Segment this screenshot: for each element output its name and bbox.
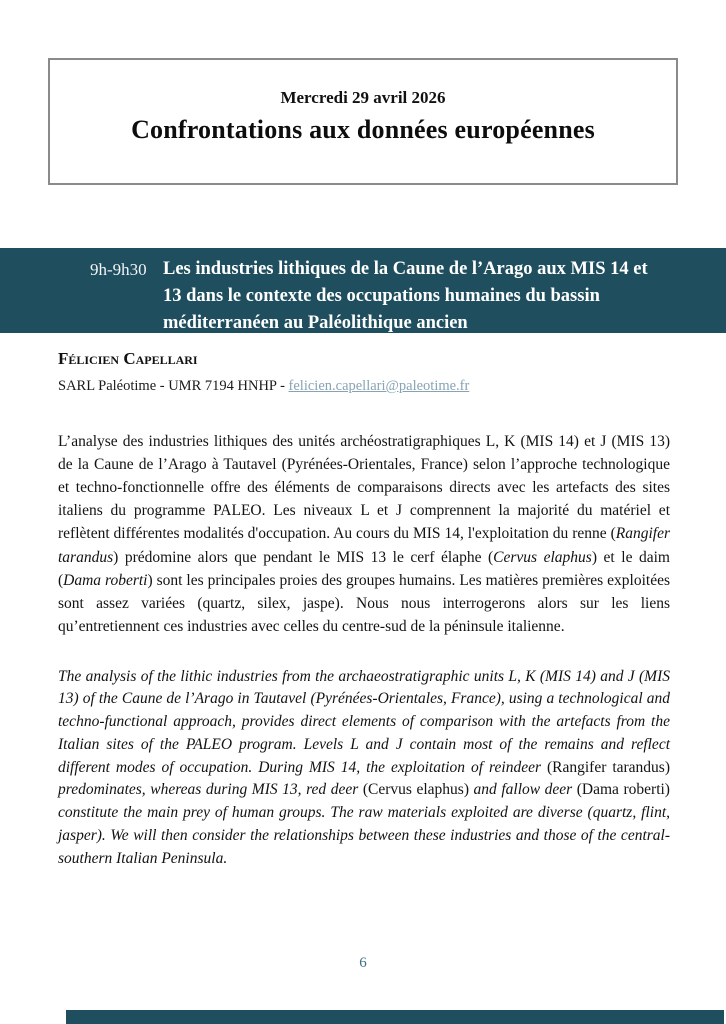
speaker-email-link[interactable]: felicien.capellari@paleotime.fr: [288, 378, 470, 394]
speaker-name: Félicien Capellari: [58, 349, 198, 368]
session-banner: [0, 248, 726, 333]
abstract-french: L’analyse des industries lithiques des unités archéostratigraphiques L, K (MIS 14) et J (MIS 13) de la Caune de l’Arago à Tautavel (Pyrénées-Orientales, France) selon l’approche technologique et techno-fonctionnelle offre des éléments de comparaisons directs avec les artefacts des sites italiens du programme PALEO. Les niveaux L et J comprennent la majorité du matériel et reflètent différentes modalités d'occupation. Au cours du MIS 14, l'exploitation du renne (Rangifer tarandus) prédomine alors que pendant le MIS 13 le cerf élaphe (Cervus elaphus) et le daim (Dama roberti) sont les principales proies des groupes humains. Les matières premières exploitées sont assez variées (quartz, silex, jaspe). Nous nous interrogerons alors sur les liens qu’entretiennent ces industries avec celles du centre-sud de la péninsule italienne.: [58, 432, 671, 636]
speaker-affiliation: [58, 378, 469, 395]
session-time: 9h-9h30: [90, 260, 147, 279]
next-section-banner-edge: [66, 1010, 724, 1024]
day-header-box: [48, 58, 678, 185]
day-date: Mercredi 29 avril 2026: [280, 88, 446, 107]
session-title: Les industries lithiques de la Caune de l’Arago aux MIS 14 et 13 dans le contexte des occupations humaines du bassin méditerranéen au Paléolithique ancien: [163, 259, 648, 333]
day-title: Confrontations aux données européennes: [131, 115, 595, 144]
affiliation-text: SARL Paléotime - UMR 7194 HNHP -: [58, 378, 289, 394]
page-number: 6: [359, 955, 367, 971]
abstract-english: The analysis of the lithic industries from the archaeostratigraphic units L, K (MIS 14) and J (MIS 13) of the Caune de l’Arago in Tautavel (Pyrénées-Orientales, France), using a technological and techno-functional approach, provides direct elements of comparison with the artefacts from the Italian sites of the PALEO program. Levels L and J contain most of the remains and reflect different modes of occupation. During MIS 14, the exploitation of reindeer (Rangifer tarandus) predominates, whereas during MIS 13, red deer (Cervus elaphus) and fallow deer (Dama roberti) constitute the main prey of human groups. The raw materials exploited are diverse (quartz, flint, jasper). We will then consider the relationships between these industries and those of the central-southern Italian Peninsula.: [58, 667, 670, 867]
